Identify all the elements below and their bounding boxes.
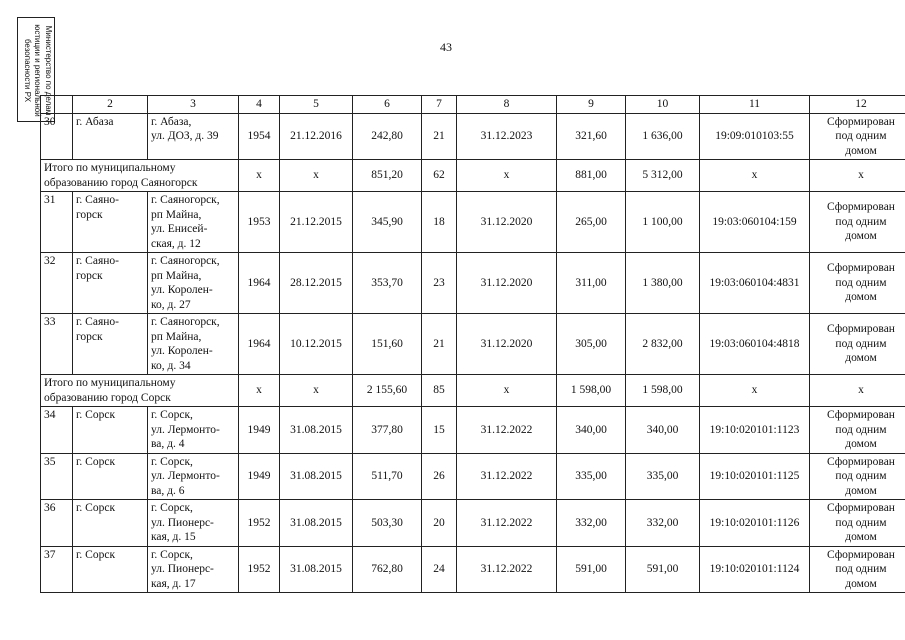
row-number: 30 <box>41 113 73 160</box>
value-c11: 19:10:020101:1125 <box>700 453 810 500</box>
subtotal-label <box>41 375 239 407</box>
cell-line: Сформирован <box>827 455 895 468</box>
table-row <box>41 500 905 547</box>
cell-line: г. Саяногорск, <box>151 194 220 206</box>
row-number: 37 <box>41 546 73 593</box>
subtotal-c6: 2 155,60 <box>353 375 422 407</box>
value-c4: 1952 <box>239 546 280 593</box>
municipality-cell <box>73 314 148 375</box>
cell-line: г. Саяно- <box>76 194 119 206</box>
column-number-cell: 9 <box>557 96 626 114</box>
value-c10: 1 100,00 <box>626 192 700 253</box>
cell-line: Итого по муниципальному <box>44 377 176 389</box>
cell-line: ская, д. 12 <box>151 237 201 250</box>
subtotal-c4: х <box>239 160 280 192</box>
value-c4: 1953 <box>239 192 280 253</box>
value-c11: 19:03:060104:4831 <box>700 253 810 314</box>
value-c10: 340,00 <box>626 407 700 454</box>
cell-line: Сформирован <box>827 115 895 128</box>
cell-line: образованию город Сорск <box>44 391 171 404</box>
cell-line: Сформирован <box>827 201 895 214</box>
value-c9: 340,00 <box>557 407 626 454</box>
cell-line: под одним <box>835 470 887 482</box>
value-c7: 24 <box>422 546 457 593</box>
cell-line: кая, д. 17 <box>151 577 196 590</box>
cell-line: кая, д. 15 <box>151 531 196 543</box>
subtotal-c7: 62 <box>422 160 457 192</box>
value-c6: 511,70 <box>353 453 422 500</box>
cell-line: ул. ДОЗ, д. 39 <box>151 130 219 142</box>
value-c6: 762,80 <box>353 546 422 593</box>
cell-line: ул. Королен- <box>151 284 213 296</box>
table-row <box>41 253 905 314</box>
value-c7: 20 <box>422 500 457 547</box>
subtotal-c9: 1 598,00 <box>557 375 626 407</box>
value-c8: 31.12.2020 <box>457 192 557 253</box>
cell-line: домом <box>845 531 877 543</box>
value-c10: 335,00 <box>626 453 700 500</box>
cell-line: рп Майна, <box>151 269 202 282</box>
cell-line: г. Сорск <box>76 548 116 561</box>
cell-line: ул. Королен- <box>151 345 213 357</box>
column-number-cell: 3 <box>148 96 239 114</box>
cell-line: домом <box>845 438 877 450</box>
table-row <box>41 546 905 593</box>
value-c5: 21.12.2015 <box>280 192 353 253</box>
value-c4: 1952 <box>239 500 280 547</box>
subtotal-c5: х <box>280 160 353 192</box>
cell-line: г. Сорск, <box>151 502 193 514</box>
value-c6: 345,90 <box>353 192 422 253</box>
address-cell <box>148 453 239 500</box>
municipality-cell <box>73 453 148 500</box>
municipality-cell <box>73 192 148 253</box>
subtotal-c9: 881,00 <box>557 160 626 192</box>
value-c9: 335,00 <box>557 453 626 500</box>
cell-line: домом <box>845 484 877 497</box>
column-number-cell: 4 <box>239 96 280 114</box>
value-c4: 1949 <box>239 453 280 500</box>
column-number-cell: 5 <box>280 96 353 114</box>
cell-line: г. Саяногорск, <box>151 255 220 267</box>
cell-line: Сформирован <box>827 409 895 421</box>
housing-registry-table <box>40 95 905 593</box>
value-c5: 31.08.2015 <box>280 407 353 454</box>
cell-line: Сформирован <box>827 262 895 275</box>
cell-line: ко, д. 34 <box>151 359 191 372</box>
cell-line: ул. Пионерс- <box>151 563 214 575</box>
value-c8: 31.12.2022 <box>457 407 557 454</box>
value-c4: 1964 <box>239 253 280 314</box>
address-cell <box>148 253 239 314</box>
subtotal-c4: х <box>239 375 280 407</box>
cell-line: г. Сорск <box>76 455 116 468</box>
column-number-cell: 6 <box>353 96 422 114</box>
value-c8: 31.12.2023 <box>457 113 557 160</box>
column-number-cell: 12 <box>810 96 905 114</box>
row-number: 36 <box>41 500 73 547</box>
cell-line: г. Сорск, <box>151 409 193 421</box>
row-number: 34 <box>41 407 73 454</box>
value-c10: 1 636,00 <box>626 113 700 160</box>
value-c4: 1954 <box>239 113 280 160</box>
value-c7: 23 <box>422 253 457 314</box>
subtotal-row <box>41 160 905 192</box>
value-c11: 19:10:020101:1126 <box>700 500 810 547</box>
cell-line: Итого по муниципальному <box>44 162 176 174</box>
value-c6: 503,30 <box>353 500 422 547</box>
value-c5: 28.12.2015 <box>280 253 353 314</box>
cell-line: под одним <box>835 130 887 142</box>
column-number-cell: 11 <box>700 96 810 114</box>
cell-line: под одним <box>835 215 887 228</box>
cell-line: ул. Пионерс- <box>151 516 214 529</box>
cell-line: ул. Лермонто- <box>151 423 220 436</box>
cell-line: г. Саяногорск, <box>151 316 220 328</box>
cell-line: домом <box>845 291 877 304</box>
subtotal-c11: х <box>700 375 810 407</box>
address-cell <box>148 407 239 454</box>
municipality-cell <box>73 407 148 454</box>
header-row <box>41 96 905 114</box>
cell-line: горск <box>76 208 103 221</box>
value-c5: 31.08.2015 <box>280 500 353 547</box>
subtotal-c8: х <box>457 160 557 192</box>
address-cell <box>148 546 239 593</box>
value-c4: 1964 <box>239 314 280 375</box>
subtotal-c11: х <box>700 160 810 192</box>
value-c7: 15 <box>422 407 457 454</box>
value-c8: 31.12.2022 <box>457 453 557 500</box>
cell-line: г. Сорск <box>76 502 116 514</box>
value-c7: 21 <box>422 314 457 375</box>
value-c5: 31.08.2015 <box>280 453 353 500</box>
value-c10: 591,00 <box>626 546 700 593</box>
value-c8: 31.12.2020 <box>457 314 557 375</box>
subtotal-c10: 5 312,00 <box>626 160 700 192</box>
column-number-cell: 8 <box>457 96 557 114</box>
cell-line: образованию город Саяногорск <box>44 176 198 189</box>
column-number-cell <box>41 96 73 114</box>
value-c9: 311,00 <box>557 253 626 314</box>
value-c11: 19:03:060104:159 <box>700 192 810 253</box>
cell-line: под одним <box>835 423 887 436</box>
status-cell <box>810 407 905 454</box>
cell-line: г. Саяно- <box>76 316 119 328</box>
municipality-cell <box>73 500 148 547</box>
value-c9: 321,60 <box>557 113 626 160</box>
value-c11: 19:09:010103:55 <box>700 113 810 160</box>
value-c7: 26 <box>422 453 457 500</box>
subtotal-c12: х <box>810 160 905 192</box>
value-c8: 31.12.2022 <box>457 546 557 593</box>
subtotal-label <box>41 160 239 192</box>
cell-line: г. Абаза, <box>151 115 192 128</box>
value-c9: 265,00 <box>557 192 626 253</box>
value-c11: 19:10:020101:1124 <box>700 546 810 593</box>
cell-line: ул. Енисей- <box>151 223 208 235</box>
address-cell <box>148 314 239 375</box>
cell-line: ул. Лермонто- <box>151 470 220 482</box>
stamp-line: юстиции и региональной <box>33 24 43 117</box>
value-c5: 31.08.2015 <box>280 546 353 593</box>
value-c11: 19:03:060104:4818 <box>700 314 810 375</box>
status-cell <box>810 253 905 314</box>
value-c6: 377,80 <box>353 407 422 454</box>
subtotal-c5: х <box>280 375 353 407</box>
row-number: 35 <box>41 453 73 500</box>
cell-line: рп Майна, <box>151 330 202 343</box>
status-cell <box>810 453 905 500</box>
address-cell <box>148 113 239 160</box>
cell-line: домом <box>845 144 877 157</box>
cell-line: ва, д. 6 <box>151 484 185 497</box>
table-row <box>41 314 905 375</box>
value-c4: 1949 <box>239 407 280 454</box>
row-number: 32 <box>41 253 73 314</box>
cell-line: г. Абаза <box>76 115 114 128</box>
subtotal-c6: 851,20 <box>353 160 422 192</box>
table-row <box>41 113 905 160</box>
cell-line: домом <box>845 577 877 590</box>
cell-line: горск <box>76 330 103 343</box>
cell-line: домом <box>845 352 877 365</box>
cell-line: рп Майна, <box>151 208 202 221</box>
value-c10: 1 380,00 <box>626 253 700 314</box>
cell-line: г. Сорск, <box>151 548 193 561</box>
cell-line: Сформирован <box>827 548 895 561</box>
value-c10: 2 832,00 <box>626 314 700 375</box>
cell-line: Сформирован <box>827 502 895 514</box>
cell-line: г. Саяно- <box>76 255 119 267</box>
value-c6: 151,60 <box>353 314 422 375</box>
value-c7: 21 <box>422 113 457 160</box>
cell-line: ва, д. 4 <box>151 438 185 450</box>
column-number-cell: 10 <box>626 96 700 114</box>
cell-line: домом <box>845 230 877 243</box>
status-cell <box>810 192 905 253</box>
value-c10: 332,00 <box>626 500 700 547</box>
value-c5: 10.12.2015 <box>280 314 353 375</box>
cell-line: г. Сорск, <box>151 455 193 468</box>
municipality-cell <box>73 113 148 160</box>
cell-line: под одним <box>835 516 887 529</box>
table-row <box>41 192 905 253</box>
cell-line: Сформирован <box>827 323 895 336</box>
value-c5: 21.12.2016 <box>280 113 353 160</box>
subtotal-c8: х <box>457 375 557 407</box>
column-number-cell: 7 <box>422 96 457 114</box>
table-row <box>41 407 905 454</box>
value-c9: 305,00 <box>557 314 626 375</box>
page-number: 43 <box>440 40 452 54</box>
value-c9: 332,00 <box>557 500 626 547</box>
value-c6: 353,70 <box>353 253 422 314</box>
municipality-cell <box>73 546 148 593</box>
cell-line: под одним <box>835 276 887 289</box>
table-body <box>41 96 905 593</box>
cell-line: ко, д. 27 <box>151 298 191 311</box>
value-c6: 242,80 <box>353 113 422 160</box>
status-cell <box>810 314 905 375</box>
stamp-line: Министерство по делам <box>44 25 53 116</box>
column-number-cell: 2 <box>73 96 148 114</box>
value-c11: 19:10:020101:1123 <box>700 407 810 454</box>
status-cell <box>810 546 905 593</box>
cell-line: под одним <box>835 337 887 350</box>
status-cell <box>810 113 905 160</box>
row-number: 31 <box>41 192 73 253</box>
status-cell <box>810 500 905 547</box>
cell-line: горск <box>76 269 103 282</box>
municipality-cell <box>73 253 148 314</box>
subtotal-row <box>41 375 905 407</box>
cell-line: под одним <box>835 563 887 575</box>
subtotal-c12: х <box>810 375 905 407</box>
row-number: 33 <box>41 314 73 375</box>
stamp-line: безопасности РХ <box>23 38 32 103</box>
table-row <box>41 453 905 500</box>
value-c9: 591,00 <box>557 546 626 593</box>
address-cell <box>148 192 239 253</box>
subtotal-c10: 1 598,00 <box>626 375 700 407</box>
value-c8: 31.12.2022 <box>457 500 557 547</box>
value-c8: 31.12.2020 <box>457 253 557 314</box>
subtotal-c7: 85 <box>422 375 457 407</box>
address-cell <box>148 500 239 547</box>
value-c7: 18 <box>422 192 457 253</box>
cell-line: г. Сорск <box>76 409 116 421</box>
